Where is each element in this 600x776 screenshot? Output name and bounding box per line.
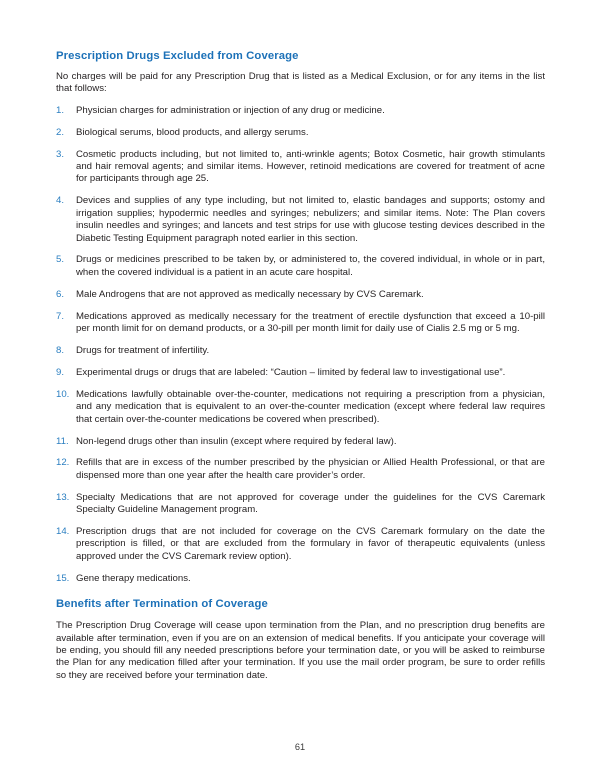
list-item-number: 14.	[56, 526, 70, 538]
list-item-text: Drugs for treatment of infertility.	[76, 345, 210, 356]
list-item-text: Experimental drugs or drugs that are labeled: “Caution – limited by federal law to investigational use”.	[76, 366, 506, 378]
list-item	[56, 345, 545, 357]
list-item	[56, 526, 545, 563]
list-item-number: 13.	[56, 491, 70, 503]
list-item	[56, 492, 545, 517]
list-item-number: 11.	[56, 435, 69, 447]
list-item-number: 1.	[56, 104, 65, 116]
list-item-number: 6.	[56, 288, 65, 300]
section-heading-exclusions: Prescription Drugs Excluded from Coverage	[56, 50, 299, 62]
list-item-text: Specialty Medications that are not approved for coverage under the guidelines for the CVS Caremark Specialty Guideline Management program.	[76, 491, 545, 516]
list-item-text: Physician charges for administration or injection of any drug or medicine.	[76, 104, 385, 116]
list-item-number: 15.	[56, 572, 70, 584]
list-item-number: 3.	[56, 148, 65, 160]
intro-paragraph: No charges will be paid for any Prescription Drug that is listed as a Medical Exclusion, or for any items in the list that follows:	[56, 71, 545, 95]
list-item	[56, 311, 545, 336]
list-item-text: Gene therapy medications.	[76, 572, 191, 584]
list-item	[56, 389, 545, 426]
list-item	[56, 254, 545, 279]
list-item	[56, 457, 545, 482]
list-item-number: 7.	[56, 310, 65, 322]
list-item-text: Medications lawfully obtainable over-the-counter, medications not requiring a prescription from a physician, and any medication that is equivalent to an over-the-counter medication (except where federal law requires that certain over-the-counter medications be covered when prescribed).	[76, 388, 545, 425]
list-item	[56, 573, 545, 585]
list-item-text: Refills that are in excess of the number prescribed by the physician or Allied Health Professional, or that are dispensed more than one year after the health care provider’s order.	[76, 457, 545, 481]
list-item	[56, 195, 545, 245]
list-item-number: 12.	[56, 457, 70, 469]
page-content	[56, 50, 545, 682]
list-item-number: 8.	[56, 345, 65, 356]
list-item-number: 4.	[56, 195, 65, 207]
list-item-number: 5.	[56, 254, 65, 266]
list-item-number: 2.	[56, 126, 65, 138]
page-number: 61	[294, 742, 306, 752]
list-item	[56, 289, 545, 301]
list-item	[56, 149, 545, 186]
list-item-text: Prescription drugs that are not included for coverage on the CVS Caremark formulary on the date the prescription is filled, or that are excluded from the formulary in favor of therapeutic equivalents (unless approved under the CVS Caremark review option).	[76, 526, 545, 562]
list-item-text: Biological serums, blood products, and allergy serums.	[76, 126, 309, 138]
list-item-number: 9.	[56, 366, 65, 378]
list-item-text: Male Androgens that are not approved as medically necessary by CVS Caremark.	[76, 288, 424, 300]
list-item-number: 10.	[56, 388, 70, 400]
list-item	[56, 127, 545, 139]
section-heading-benefits-after-termination: Benefits after Termination of Coverage	[56, 598, 268, 611]
list-item-text: Drugs or medicines prescribed to be taken by, or administered to, the covered individual, in whole or in part, when the covered individual is a patient in an acute care hospital.	[76, 254, 545, 278]
list-item-text: Cosmetic products including, but not limited to, anti-wrinkle agents; Botox Cosmetic, hair growth stimulants and hair removal agents; and similar items. However, retinoid medications are covered for treatment of acne for participants through age 25.	[76, 148, 545, 185]
list-item	[56, 105, 545, 117]
list-item	[56, 367, 545, 379]
list-item	[56, 436, 545, 448]
list-item-text: Medications approved as medically necessary for the treatment of erectile dysfunction that exceed a 10-pill per month limit for on demand products, or a 30-pill per month limit for daily use of Cialis 2.5 mg or 5 mg.	[76, 310, 545, 335]
list-item-text: Devices and supplies of any type including, but not limited to, elastic bandages and supports; ostomy and irrigation supplies; hypodermic needles and syringes; nebulizers; and similar items. Note: The Plan covers insulin needles and syringes; and lancets and test strips for use with glucose testing devices described in the Diabetic Testing Equipment paragraph noted earlier in this section.	[76, 195, 545, 244]
benefits-after-termination-paragraph: The Prescription Drug Coverage will cease upon termination from the Plan, and no prescription drug benefits are available after termination, even if you are on an extension of medical benefits. If you anticipate your coverage will be ending, you should fill any needed prescriptions before your termination date, or you will be asked to reimburse the Plan for any medication filled after your termination. If you use the mail order program, be sure to order refills so they are received before your termination date.	[56, 620, 545, 681]
list-item-text: Non-legend drugs other than insulin (except where required by federal law).	[76, 435, 397, 447]
exclusions-list	[56, 105, 545, 585]
